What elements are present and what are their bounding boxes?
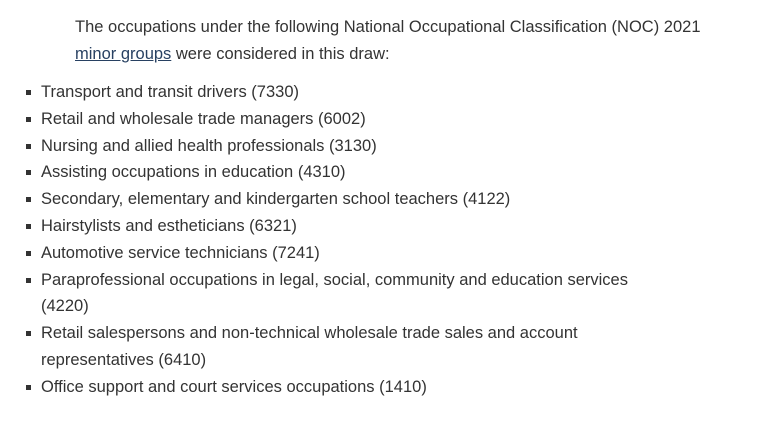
list-item-text: Nursing and allied health professionals (3130)	[41, 136, 377, 155]
list-item-text: Hairstylists and estheticians (6321)	[41, 216, 297, 235]
list-item-text: Retail and wholesale trade managers (6002)	[41, 109, 366, 128]
square-bullet-icon	[26, 90, 31, 95]
minor-groups-link[interactable]: minor groups	[75, 45, 172, 63]
list-item	[41, 186, 641, 213]
square-bullet-icon	[26, 197, 31, 202]
intro-text-after: were considered in this draw:	[171, 45, 390, 63]
list-item	[41, 374, 641, 401]
square-bullet-icon	[26, 144, 31, 149]
list-item-text: Assisting occupations in education (4310)	[41, 163, 346, 182]
list-item	[41, 213, 641, 240]
list-item	[41, 240, 641, 267]
list-item-text: Office support and court services occupations (1410)	[41, 377, 427, 396]
square-bullet-icon	[26, 385, 31, 390]
list-item	[41, 267, 641, 321]
square-bullet-icon	[26, 117, 31, 122]
square-bullet-icon	[26, 170, 31, 175]
list-item-text: Retail salespersons and non-technical wholesale trade sales and account representatives (6410)	[41, 324, 578, 369]
list-item	[41, 320, 641, 374]
occupation-list	[41, 79, 641, 401]
content-area	[75, 14, 735, 68]
square-bullet-icon	[26, 278, 31, 283]
list-item	[41, 106, 641, 133]
list-item	[41, 159, 641, 186]
square-bullet-icon	[26, 251, 31, 256]
list-item-text: Paraprofessional occupations in legal, social, community and education services (4220)	[41, 270, 628, 316]
list-item-text: Automotive service technicians (7241)	[41, 243, 320, 262]
intro-text-before: The occupations under the following National Occupational Classification (NOC) 2021	[75, 18, 701, 36]
intro-paragraph	[75, 14, 735, 68]
list-item	[41, 133, 641, 160]
square-bullet-icon	[26, 224, 31, 229]
list-item-text: Transport and transit drivers (7330)	[41, 83, 299, 101]
square-bullet-icon	[26, 331, 31, 336]
list-item	[41, 79, 641, 106]
list-item-text: Secondary, elementary and kindergarten school teachers (4122)	[41, 190, 511, 209]
